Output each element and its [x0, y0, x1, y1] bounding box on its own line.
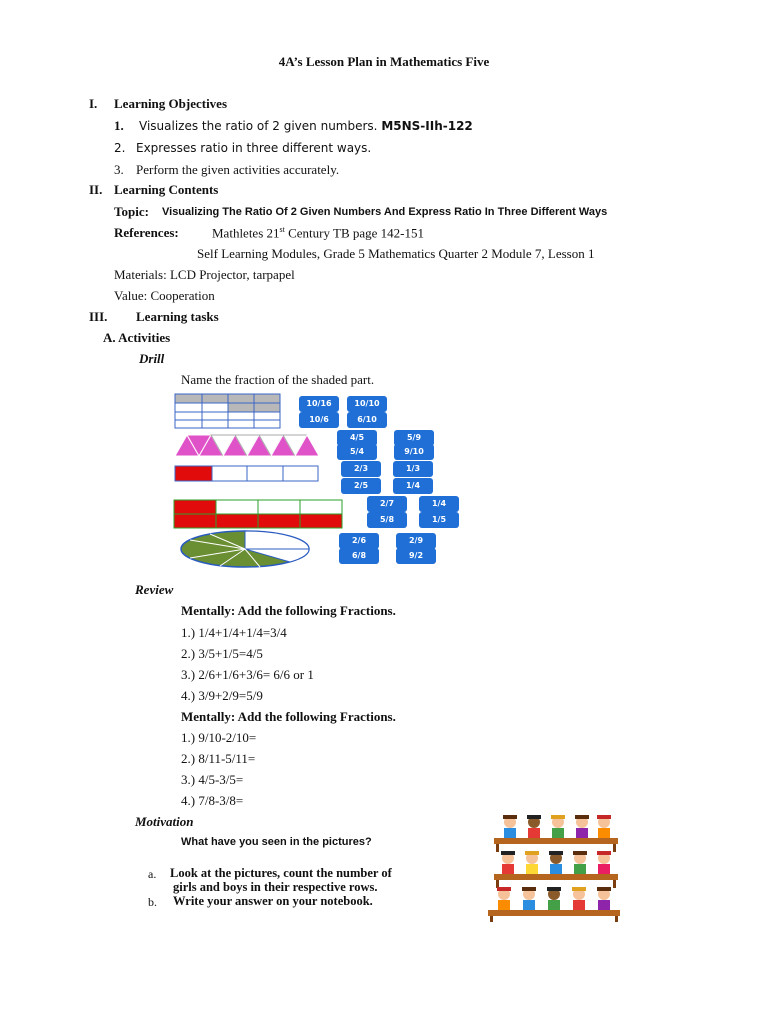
reference-1-sup: st	[279, 225, 285, 234]
answer-button: 1/4	[419, 496, 459, 512]
review-item: 4.) 7/8-3/8=	[181, 793, 244, 808]
reference-2: Self Learning Modules, Grade 5 Mathematics Quarter 2 Module 7, Lesson 1	[197, 246, 595, 261]
bar-figure-2	[174, 500, 342, 528]
answer-button: 2/9	[396, 533, 436, 549]
motivation-a-letter: a.	[148, 867, 157, 881]
answer-button: 5/4	[337, 444, 377, 460]
objective-3-number: 3.	[114, 162, 124, 177]
objective-3-text: Perform the given activities accurately.	[136, 162, 340, 177]
topic-text: Visualizing The Ratio Of 2 Given Numbers And Express Ratio In Three Different Ways	[162, 206, 608, 218]
motivation-label: Motivation	[135, 814, 194, 829]
motivation-a-line-2: girls and boys in their respective rows.	[173, 880, 378, 894]
reference-1	[212, 225, 424, 241]
review-item: 3.) 4/5-3/5=	[181, 772, 244, 787]
answer-button: 1/5	[419, 512, 459, 528]
objectives-numeral: I.	[89, 96, 98, 111]
answer-button: 2/5	[341, 478, 381, 494]
tasks-heading: Learning tasks	[136, 309, 219, 324]
motivation-b-letter: b.	[148, 895, 157, 909]
motivation-b-text: Write your answer on your notebook.	[173, 894, 373, 908]
desk-row-3	[488, 887, 620, 922]
drill-instruction: Name the fraction of the shaded part.	[181, 372, 375, 387]
answer-button: 6/10	[347, 412, 387, 428]
answer-button: 10/10	[347, 396, 387, 412]
review-heading-2: Mentally: Add the following Fractions.	[181, 709, 396, 724]
contents-numeral: II.	[89, 182, 103, 197]
answer-button: 2/3	[341, 461, 381, 477]
review-heading-1: Mentally: Add the following Fractions.	[181, 603, 396, 618]
motivation-a-line-1: Look at the pictures, count the number of	[170, 866, 392, 880]
desk-row-2	[494, 851, 618, 888]
motivation-question: What have you seen in the pictures?	[181, 836, 372, 848]
drill-label: Drill	[139, 351, 165, 366]
answer-button: 2/7	[367, 496, 407, 512]
objectives-heading: Learning Objectives	[114, 96, 228, 111]
answer-button: 1/3	[393, 461, 433, 477]
review-label: Review	[135, 582, 174, 597]
page-title: 4A’s Lesson Plan in Mathematics Five	[278, 54, 490, 69]
objective-1-code: M5NS-IIh-122	[381, 119, 473, 133]
contents-heading: Learning Contents	[114, 182, 219, 197]
review-item: 1.) 9/10-2/10=	[181, 730, 257, 745]
triangle-figure	[175, 435, 319, 456]
desk-row-1	[494, 815, 618, 852]
objective-1	[139, 119, 473, 133]
objective-2-number: 2.	[114, 141, 126, 155]
reference-1-main: Mathletes 21	[212, 225, 280, 241]
tasks-numeral: III.	[89, 309, 108, 324]
review-item: 2.) 3/5+1/5=4/5	[181, 646, 263, 661]
answer-button: 5/8	[367, 512, 407, 528]
materials: Materials: LCD Projector, tarpapel	[114, 267, 295, 282]
grid-figure	[175, 394, 280, 428]
review-item: 3.) 2/6+1/6+3/6= 6/6 or 1	[181, 667, 314, 682]
answer-button: 9/10	[394, 444, 434, 460]
answer-button: 4/5	[337, 430, 377, 446]
references-label: References:	[114, 225, 179, 240]
answer-button: 5/9	[394, 430, 434, 446]
objective-1-text: Visualizes the ratio of 2 given numbers.	[139, 119, 378, 133]
objective-2-text: Expresses ratio in three different ways.	[136, 141, 372, 155]
review-item: 2.) 8/11-5/11=	[181, 751, 256, 766]
value: Value: Cooperation	[114, 288, 215, 303]
answer-button: 1/4	[393, 478, 433, 494]
answer-button: 9/2	[396, 548, 436, 564]
activities-heading: A. Activities	[103, 330, 171, 345]
classroom-illustration	[482, 810, 628, 922]
topic-label: Topic:	[114, 204, 149, 219]
answer-button: 2/6	[339, 533, 379, 549]
answer-button: 10/6	[299, 412, 339, 428]
review-item: 4.) 3/9+2/9=5/9	[181, 688, 263, 703]
objective-1-number: 1.	[114, 118, 124, 133]
bar-figure-1	[175, 466, 318, 481]
pie-figure	[181, 531, 309, 567]
answer-button: 10/16	[299, 396, 339, 412]
answer-button: 6/8	[339, 548, 379, 564]
review-item: 1.) 1/4+1/4+1/4=3/4	[181, 625, 287, 640]
reference-1-rest: Century TB page 142-151	[284, 225, 424, 241]
